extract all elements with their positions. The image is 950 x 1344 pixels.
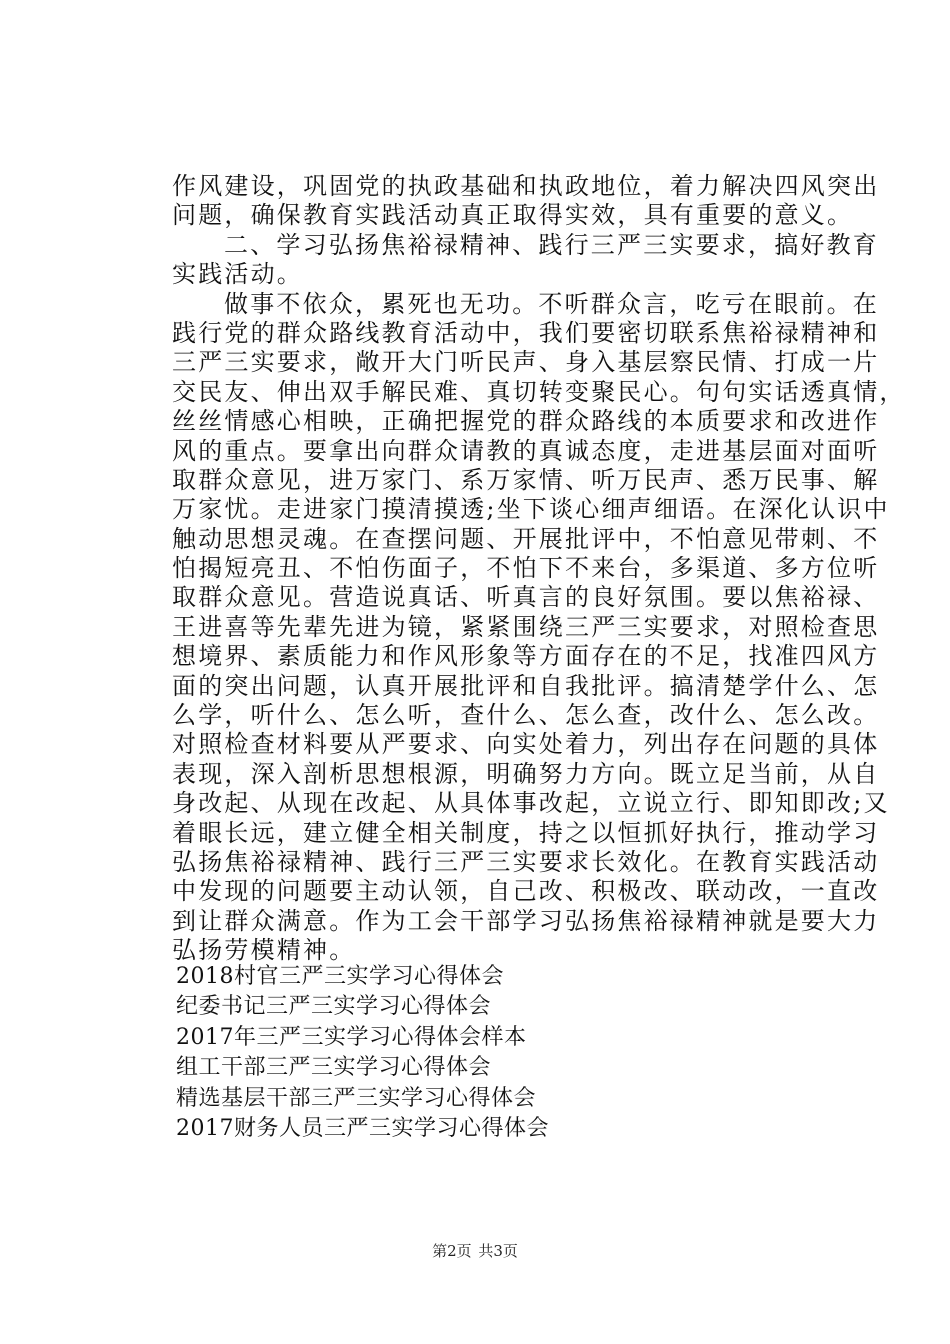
related-article-link[interactable]: 精选基层干部三严三实学习心得体会 xyxy=(176,1085,537,1111)
page-total: 共3页 xyxy=(478,1242,518,1260)
related-article-link[interactable]: 2018村官三严三实学习心得体会 xyxy=(176,964,504,989)
text-line: 风的重点。要拿出向群众请教的真诚态度，走进基层面对面听 xyxy=(172,436,880,465)
page-footer xyxy=(0,1240,950,1261)
text-line: 触动思想灵魂。在查摆问题、开展批评中，不怕意见带刺、不 xyxy=(172,524,880,553)
page-number: 第2页 xyxy=(432,1242,472,1260)
related-article-link[interactable]: 纪委书记三严三实学习心得体会 xyxy=(176,994,492,1020)
text-line: 交民友、伸出双手解民难、真切转变聚民心。句句实话透真情， xyxy=(172,377,906,406)
text-line: 丝丝情感心相映，正确把握党的群众路线的本质要求和改进作 xyxy=(172,407,880,436)
text-line: 践行党的群众路线教育活动中，我们要密切联系焦裕禄精神和 xyxy=(172,318,880,347)
related-article-link[interactable]: 2017财务人员三严三实学习心得体会 xyxy=(176,1115,549,1141)
text-line: 着眼长远，建立健全相关制度，持之以恒抓好执行，推动学习 xyxy=(172,818,880,847)
document-body xyxy=(172,172,906,966)
text-line: 做事不依众，累死也无功。不听群众言，吃亏在眼前。在 xyxy=(224,289,879,318)
text-line: 王进喜等先辈先进为镜，紧紧围绕三严三实要求，对照检查思 xyxy=(172,612,880,641)
text-line: 么学，听什么、怎么听，查什么、怎么查，改什么、怎么改。 xyxy=(172,701,880,730)
text-line: 表现，深入剖析思想根源，明确努力方向。既立足当前，从自 xyxy=(172,759,880,788)
related-article-link[interactable]: 2017年三严三实学习心得体会样本 xyxy=(176,1024,527,1050)
related-article-link[interactable]: 组工干部三严三实学习心得体会 xyxy=(176,1055,492,1081)
text-line: 到让群众满意。作为工会干部学习弘扬焦裕禄精神就是要大力 xyxy=(172,906,880,935)
text-line: 三严三实要求，敞开大门听民声、身入基层察民情、打成一片 xyxy=(172,348,880,377)
text-line: 弘扬焦裕禄精神、践行三严三实要求长效化。在教育实践活动 xyxy=(172,847,880,876)
text-line: 取群众意见，进万家门、系万家情、听万民声、悉万民事、解 xyxy=(172,465,880,494)
text-line: 问题，确保教育实践活动真正取得实效，具有重要的意义。 xyxy=(172,201,854,230)
related-articles-list xyxy=(172,962,772,1144)
text-line: 弘扬劳模精神。 xyxy=(172,936,356,965)
text-line: 面的突出问题，认真开展批评和自我批评。搞清楚学什么、怎 xyxy=(172,671,880,700)
text-line: 作风建设，巩固党的执政基础和执政地位，着力解决四风突出 xyxy=(172,172,880,200)
text-line: 取群众意见。营造说真话、听真言的良好氛围。要以焦裕禄、 xyxy=(172,583,880,612)
text-line: 万家忧。走进家门摸清摸透;坐下谈心细声细语。在深化认识中 xyxy=(172,495,890,524)
text-line: 怕揭短亮丑、不怕伤面子，不怕下不来台，多渠道、多方位听 xyxy=(172,554,880,583)
text-line: 对照检查材料要从严要求、向实处着力，列出存在问题的具体 xyxy=(172,730,880,759)
text-line: 中发现的问题要主动认领，自己改、积极改、联动改，一直改 xyxy=(172,877,880,906)
text-line: 身改起、从现在改起、从具体事改起，立说立行、即知即改;又 xyxy=(172,789,890,818)
text-line: 想境界、素质能力和作风形象等方面存在的不足，找准四风方 xyxy=(172,642,880,671)
section-heading: 二、学习弘扬焦裕禄精神、践行三严三实要求，搞好教育 xyxy=(224,230,879,259)
section-heading: 实践活动。 xyxy=(172,260,303,289)
